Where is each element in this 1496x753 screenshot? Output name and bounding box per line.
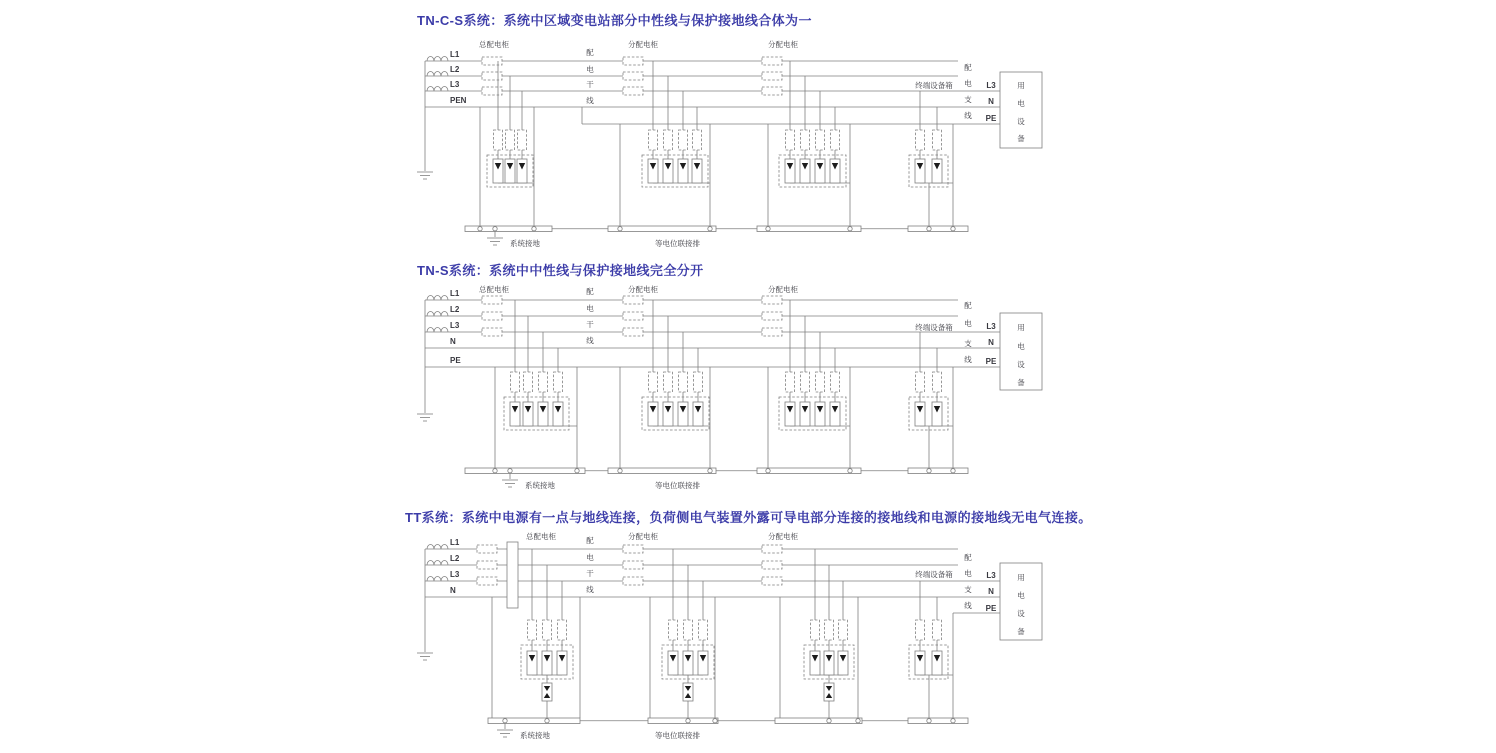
fuse-icon [679,372,688,392]
fuse-icon [623,57,643,65]
fuse-icon [511,372,520,392]
fuse-icon [528,620,537,640]
fuse-icon [786,372,795,392]
device-line-label: PE [985,114,997,123]
line-label: PE [450,356,461,365]
line-label: L3 [450,570,460,579]
bar-terminal [508,469,512,473]
main-cabinet-label: 总配电柜 [526,532,556,541]
fuse-icon [916,620,925,640]
fuse-icon [623,72,643,80]
bar-terminal [503,719,507,723]
main-busbar [507,542,518,608]
arrester-icon [557,651,567,675]
device-box-label: 电 [1017,591,1025,600]
fuse-icon [482,312,502,320]
coil-icon [427,577,448,582]
arrester-icon [815,402,825,426]
fuse-icon [482,296,502,304]
branch-line-label: 配 [964,553,972,562]
device-line-label: N [988,97,994,106]
fuse-icon [482,87,502,95]
fuse-icon [623,545,643,553]
bonding-bar-label: 等电位联接排 [655,239,700,248]
trunk-line-label: 电 [586,65,594,74]
branch-line-label: 配 [964,63,972,72]
device-line-label: L3 [986,81,996,90]
fuse-icon [933,372,942,392]
fuse-icon [762,87,782,95]
arrester-icon [510,402,520,426]
coil-icon [427,296,448,301]
trunk-line-label: 配 [586,48,594,57]
fuse-icon [762,296,782,304]
branch-line-label: 线 [964,601,972,610]
arrester-icon [810,651,820,675]
line-label: L1 [450,50,460,59]
bar-terminal [493,227,497,231]
branch-line-label: 电 [964,319,972,328]
bar-terminal [708,469,712,473]
fuse-icon [623,87,643,95]
bar-terminal [856,719,860,723]
ground-bar [608,226,716,232]
trunk-line-label: 线 [586,336,594,345]
fuse-icon [916,130,925,150]
bar-terminal [618,227,622,231]
arrester-icon [663,402,673,426]
bar-terminal [848,469,852,473]
system-ground-label: 系统接地 [510,239,540,248]
trunk-line-label: 干 [586,569,594,578]
fuse-icon [684,620,693,640]
trunk-line-label: 配 [586,287,594,296]
dist-cabinet-label: 分配电柜 [628,40,658,49]
fuse-icon [623,577,643,585]
arrester-icon [815,159,825,183]
arrester-icon [538,402,548,426]
line-label: L1 [450,289,460,298]
coil-icon [427,561,448,566]
fuse-icon [811,620,820,640]
coil-icon [427,72,448,77]
line-label: L2 [450,554,460,563]
line-label: L3 [450,80,460,89]
device-line-label: N [988,587,994,596]
ground-bar [465,468,585,474]
fuse-icon [664,372,673,392]
fuse-icon [933,130,942,150]
line-label: L1 [450,538,460,547]
fuse-icon [786,130,795,150]
dist-cabinet-label: 分配电柜 [628,532,658,541]
source-earth-icon [417,414,433,421]
trunk-line-label: 干 [586,80,594,89]
device-box-label: 设 [1017,117,1025,126]
fuse-icon [825,620,834,640]
terminal-box-label: 终端设备箱 [915,81,953,90]
system-ground-label: 系统接地 [520,731,550,740]
bonding-bar-label: 等电位联接排 [655,731,700,740]
fuse-icon [539,372,548,392]
bar-terminal [575,469,579,473]
bar-terminal [951,469,955,473]
arrester-icon [668,651,678,675]
branch-line-label: 线 [964,111,972,120]
arrester-icon [932,402,942,426]
arrester-icon [493,159,503,183]
bar-terminal [848,227,852,231]
bar-terminal [827,719,831,723]
bar-terminal [951,719,955,723]
device-box-label: 电 [1017,99,1025,108]
fuse-icon [831,372,840,392]
coil-icon [427,87,448,91]
main-cabinet-label: 总配电柜 [479,285,509,294]
main-cabinet-label: 总配电柜 [479,40,509,49]
arrester-icon [648,159,658,183]
branch-line-label: 电 [964,79,972,88]
arrester-icon [932,651,942,675]
system-earth-icon [502,480,518,487]
fuse-icon [699,620,708,640]
arrester-icon [932,159,942,183]
fuse-icon [694,372,703,392]
fuse-icon [762,328,782,336]
arrester-icon [824,651,834,675]
device-box-label: 备 [1017,134,1025,143]
line-label: L2 [450,65,460,74]
coil-icon [427,545,448,550]
arrester-icon [527,651,537,675]
branch-line-label: 支 [964,585,972,594]
fuse-icon [693,130,702,150]
arrester-icon [785,402,795,426]
ground-bar [757,226,861,232]
trunk-line-label: 线 [586,585,594,594]
coil-icon [427,312,448,317]
fuse-icon [831,130,840,150]
fuse-icon [554,372,563,392]
fuse-icon [524,372,533,392]
device-line-label: L3 [986,322,996,331]
terminal-box-label: 终端设备箱 [915,323,953,332]
branch-line-label: 支 [964,95,972,104]
system-ground-label: 系统接地 [525,481,555,490]
arrester-icon [678,402,688,426]
trunk-line-label: 电 [586,304,594,313]
fuse-icon [482,72,502,80]
fuse-icon [679,130,688,150]
fuse-icon [518,130,527,150]
device-line-label: L3 [986,571,996,580]
bar-terminal [493,469,497,473]
fuse-icon [477,545,497,553]
fuse-icon [762,561,782,569]
line-label: N [450,337,456,346]
fuse-icon [506,130,515,150]
arrester-icon [830,159,840,183]
trunk-line-label: 线 [586,96,594,105]
spark-gap-icon [542,683,552,701]
dist-cabinet-label: 分配电柜 [628,285,658,294]
system-earth-icon [487,238,503,245]
fuse-icon [762,57,782,65]
fuse-icon [623,312,643,320]
branch-line-label: 配 [964,301,972,310]
spark-gap-icon [683,683,693,701]
arrester-icon [693,402,703,426]
device-line-label: PE [985,604,997,613]
fuse-icon [623,296,643,304]
fuse-icon [916,372,925,392]
fuse-icon [477,577,497,585]
fuse-icon [816,130,825,150]
dist-cabinet-label: 分配电柜 [768,285,798,294]
ground-bar [908,226,968,232]
device-box-label: 备 [1017,627,1025,636]
bar-terminal [545,719,549,723]
dist-cabinet-label: 分配电柜 [768,532,798,541]
coil-icon [427,328,448,333]
fuse-icon [664,130,673,150]
device-box-label: 设 [1017,609,1025,618]
arrester-icon [800,402,810,426]
device-box-label: 用 [1017,81,1025,90]
line-label: PEN [450,96,467,105]
fuse-icon [933,620,942,640]
tns-diagram [400,281,1060,497]
device-box-label: 设 [1017,360,1025,369]
arrester-icon [915,651,925,675]
arrester-icon [785,159,795,183]
ground-bar [908,468,968,474]
bar-terminal [532,227,536,231]
fuse-icon [762,312,782,320]
fuse-icon [623,561,643,569]
trunk-line-label: 电 [586,553,594,562]
section-title-tns: TN-S系统：系统中中性线与保护接地线完全分开 [417,263,704,278]
arrester-icon [648,402,658,426]
fuse-icon [669,620,678,640]
arrester-icon [915,159,925,183]
arrester-icon [800,159,810,183]
line-label: L3 [450,321,460,330]
arrester-icon [523,402,533,426]
fuse-icon [558,620,567,640]
ground-bar [648,718,718,724]
arrester-icon [838,651,848,675]
tncs-diagram [400,36,1060,252]
ground-bar [608,468,716,474]
line-label: L2 [450,305,460,314]
system-earth-icon [497,730,513,737]
arrester-icon [505,159,515,183]
branch-line-label: 支 [964,339,972,348]
device-box-label: 用 [1017,573,1025,582]
bonding-bar-label: 等电位联接排 [655,481,700,490]
fuse-icon [494,130,503,150]
fuse-icon [816,372,825,392]
device-box-label: 电 [1017,342,1025,351]
fuse-icon [623,328,643,336]
bar-terminal [951,227,955,231]
branch-line-label: 线 [964,355,972,364]
bar-terminal [766,469,770,473]
arrester-icon [542,651,552,675]
section-title-tt: TT系统：系统中电源有一点与地线连接，负荷侧电气装置外露可导电部分连接的接地线和电源的接地线无电气连接。 [405,510,1092,525]
fuse-icon [839,620,848,640]
terminal-box-label: 终端设备箱 [915,570,953,579]
bar-terminal [618,469,622,473]
device-box-label: 备 [1017,378,1025,387]
bar-terminal [708,227,712,231]
device-box-label: 用 [1017,323,1025,332]
arrester-icon [915,402,925,426]
bar-terminal [686,719,690,723]
fuse-icon [543,620,552,640]
arrester-icon [663,159,673,183]
device-line-label: N [988,338,994,347]
bar-terminal [927,227,931,231]
fuse-icon [482,57,502,65]
fuse-icon [801,130,810,150]
tt-diagram [400,526,1060,752]
trunk-line-label: 干 [586,320,594,329]
device-line-label: PE [985,357,997,366]
fuse-icon [649,130,658,150]
fuse-icon [762,545,782,553]
ground-bar [488,718,580,724]
arrester-icon [698,651,708,675]
line-label: N [450,586,456,595]
ground-bar [908,718,968,724]
trunk-line-label: 配 [586,536,594,545]
arrester-icon [692,159,702,183]
fuse-icon [762,72,782,80]
arrester-icon [683,651,693,675]
spark-gap-icon [824,683,834,701]
fuse-icon [477,561,497,569]
source-earth-icon [417,172,433,179]
arrester-icon [553,402,563,426]
section-title-tncs: TN-C-S系统：系统中区域变电站部分中性线与保护接地线合体为一 [417,13,812,28]
ground-bar [757,468,861,474]
dist-cabinet-label: 分配电柜 [768,40,798,49]
bar-terminal [478,227,482,231]
bar-terminal [927,719,931,723]
bar-terminal [927,469,931,473]
coil-icon [427,57,448,62]
arrester-icon [678,159,688,183]
fuse-icon [801,372,810,392]
branch-line-label: 电 [964,569,972,578]
bar-terminal [713,719,717,723]
bar-terminal [766,227,770,231]
fuse-icon [482,328,502,336]
fuse-icon [649,372,658,392]
arrester-icon [517,159,527,183]
ground-bar [775,718,862,724]
arrester-icon [830,402,840,426]
fuse-icon [762,577,782,585]
source-earth-icon [417,653,433,660]
